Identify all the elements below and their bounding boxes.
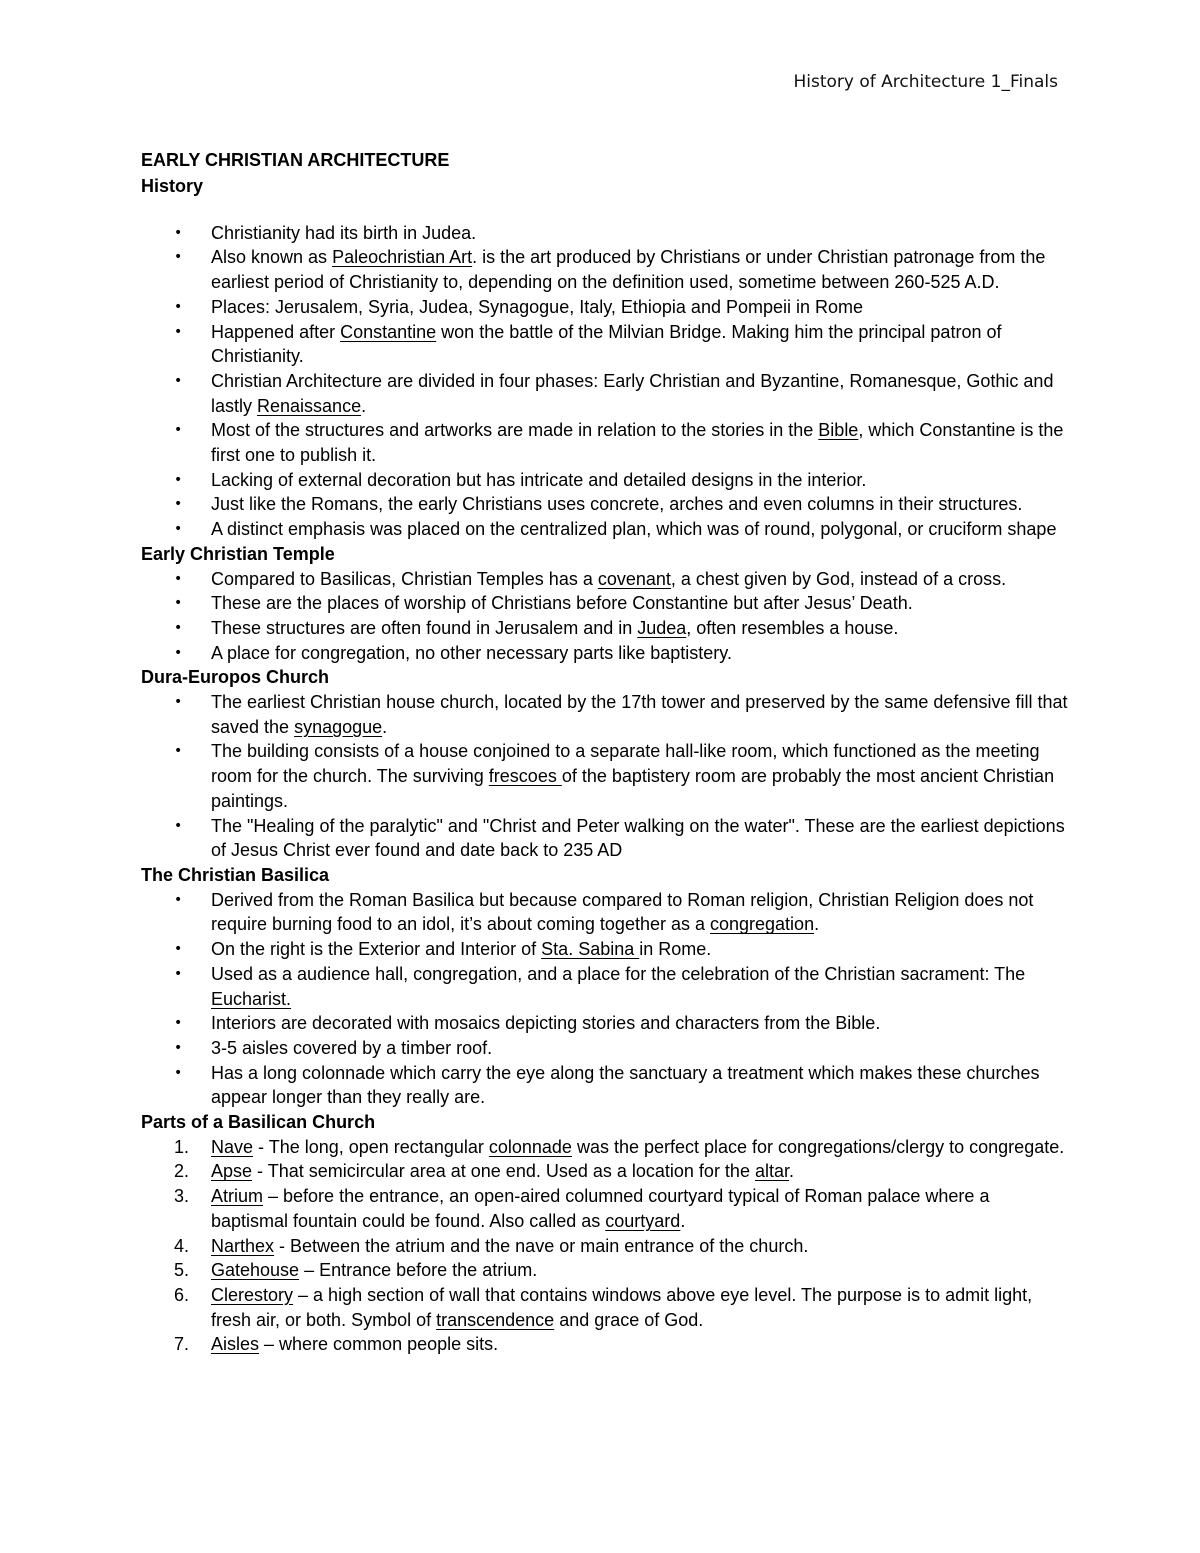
item-text: These are the places of worship of Christians before Constantine but after Jesus’ Death. [211,593,913,614]
item-text: The "Healing of the paralytic" and "Christ and Peter walking on the water". These are the earliest depictions of Jesus Christ ever found and date back to 235 AD [211,815,1065,861]
item-number: 1. [174,1136,190,1157]
bullet-item [141,492,1071,517]
item-text: These structures are often found in Jerusalem and in [211,617,638,638]
bullet-item [141,295,1071,320]
bullet-item [141,739,1071,813]
section-heading-dura: Dura-Europos Church [141,667,330,688]
item-text: A distinct emphasis was placed on the centralized plan, which was of round, polygonal, or cruciform shape [211,519,1057,540]
item-number: 5. [174,1260,190,1281]
item-text: Lacking of external decoration but has intricate and detailed designs in the interior. [211,469,867,490]
item-number: 3. [174,1186,190,1207]
underlined-term: congregation [710,914,815,935]
item-text: – a high section of wall that contains windows above eye level. The purpose is to admit light, fresh air, or both. Symbol of [211,1284,1033,1330]
item-text: , a chest given by God, instead of a cross. [670,568,1007,589]
bullet-item [141,245,1071,294]
item-text: – before the entrance, an open-aired columned courtyard typical of Roman palace where a baptismal fountain could be found. Also called as [211,1186,990,1231]
item-text: was the perfect place for congregations/clergy to congregate. [571,1136,1065,1157]
numbered-item [141,1258,1071,1283]
item-text: Christian Architecture are divided in four phases: Early Christian and Byzantine, Romanesque, Gothic and lastly [211,370,1054,416]
underlined-term: Eucharist. [211,988,292,1009]
item-text: The earliest Christian house church, located by the 17th tower and preserved by the same defensive fill that saved the [211,692,1068,737]
item-text: - Between the atrium and the nave or main entrance of the church. [274,1235,809,1256]
underlined-term: Sta. Sabina [541,939,640,960]
underlined-term: Nave [211,1136,254,1157]
item-text: – where common people sits. [259,1334,499,1355]
history-list [141,221,1071,542]
bullet-item [141,567,1071,592]
bullet-item [141,937,1071,962]
bullet-item [141,1061,1071,1110]
item-text: The building consists of a house conjoined to a separate hall-like room, which functioned as the meeting room for the church. The surviving [211,741,1040,787]
section-heading-basilica: The Christian Basilica [141,864,330,885]
underlined-term: Paleochristian Art [332,247,473,268]
item-text: Interiors are decorated with mosaics depicting stories and characters from the Bible. [211,1013,881,1034]
underlined-term: covenant [597,568,671,589]
item-text: . [789,1161,795,1182]
item-text: . [680,1210,686,1231]
bullet-item [141,616,1071,641]
underlined-term: colonnade [488,1136,572,1157]
item-text: On the right is the Exterior and Interior of [211,939,542,960]
item-text: Christianity had its birth in Judea. [211,222,477,243]
item-text: Happened after [211,321,341,342]
bullet-item [141,690,1071,739]
underlined-term: Judea [637,617,687,638]
item-number: 2. [174,1161,190,1182]
underlined-term: Clerestory [211,1284,294,1305]
item-text: . [382,716,388,737]
item-text: – Entrance before the atrium. [299,1260,538,1281]
item-text: . is the art produced by Christians or under Christian patronage from the earliest period of Christianity to, depending on the definition used, sometime between 260-525 A.D. [211,247,1046,293]
bullet-item [141,320,1071,369]
numbered-item [141,1234,1071,1259]
underlined-term: Atrium [211,1186,264,1207]
item-text: Also known as [211,247,333,268]
underlined-term: altar [754,1161,789,1182]
document-body [141,146,1071,1357]
dura-list [141,690,1071,863]
parts-list [141,1135,1071,1357]
bullet-item [141,468,1071,493]
section-heading-parts: Parts of a Basilican Church [141,1112,376,1133]
numbered-item [141,1159,1071,1184]
item-text: and grace of God. [554,1309,704,1330]
item-text: Derived from the Roman Basilica but because compared to Roman religion, Christian Religion does not require burning food to an idol, it’s about coming together as a [211,889,1034,935]
underlined-term: Narthex [211,1235,275,1256]
underlined-term: transcendence [436,1309,555,1330]
bullet-item [141,1011,1071,1036]
numbered-item [141,1332,1071,1357]
item-text: Has a long colonnade which carry the eye along the sanctuary a treatment which makes these churches appear longer than they really are. [211,1062,1040,1108]
running-header: History of Architecture 1_Finals [793,72,1058,92]
numbered-item [141,1283,1071,1332]
section-heading-history: History [141,176,204,196]
underlined-term: Renaissance [257,395,362,416]
numbered-item [141,1135,1071,1160]
item-number: 7. [174,1334,190,1355]
temple-list [141,567,1071,666]
bullet-item [141,888,1071,937]
underlined-term: frescoes [488,766,562,787]
item-text: , often resembles a house. [686,617,899,638]
bullet-item [141,591,1071,616]
bullet-item [141,1036,1071,1061]
bullet-item [141,962,1071,1011]
underlined-term: Bible [818,420,859,441]
bullet-item [141,418,1071,467]
bullet-item [141,517,1071,542]
item-number: 4. [174,1235,190,1256]
underlined-term: Constantine [340,321,437,342]
underlined-term: Gatehouse [211,1260,300,1281]
basilica-list [141,888,1071,1110]
underlined-term: Aisles [211,1334,260,1355]
item-text: . [361,395,367,416]
bullet-item [141,369,1071,418]
item-text: Just like the Romans, the early Christians uses concrete, arches and even columns in their structures. [211,494,1023,515]
item-text: . [814,914,820,935]
section-heading-temple: Early Christian Temple [141,543,335,564]
numbered-item [141,1184,1071,1233]
underlined-term: courtyard [605,1210,681,1231]
item-text: - The long, open rectangular [253,1136,489,1157]
item-text: won the battle of the Milvian Bridge. Making him the principal patron of Christianity. [211,321,1002,367]
item-text: 3-5 aisles covered by a timber roof. [211,1037,493,1058]
bullet-item [141,221,1071,246]
item-text: Used as a audience hall, congregation, and a place for the celebration of the Christian sacrament: The [211,963,1026,984]
item-text: Most of the structures and artworks are made in relation to the stories in the [211,420,819,441]
underlined-term: synagogue [294,716,383,737]
item-text: in Rome. [639,939,712,960]
bullet-item [141,814,1071,863]
item-text: A place for congregation, no other necessary parts like baptistery. [211,642,732,663]
item-text: , which Constantine is the first one to publish it. [211,420,1064,466]
item-number: 6. [174,1284,190,1305]
item-text: of the baptistery room are probably the most ancient Christian paintings. [211,766,1055,811]
document-title: EARLY CHRISTIAN ARCHITECTURE [141,150,450,170]
underlined-term: Apse [211,1161,253,1182]
item-text: - That semicircular area at one end. Used as a location for the [252,1161,755,1182]
item-text: Places: Jerusalem, Syria, Judea, Synagogue, Italy, Ethiopia and Pompeii in Rome [211,296,864,317]
bullet-item [141,641,1071,666]
item-text: Compared to Basilicas, Christian Temples has a [211,568,598,589]
